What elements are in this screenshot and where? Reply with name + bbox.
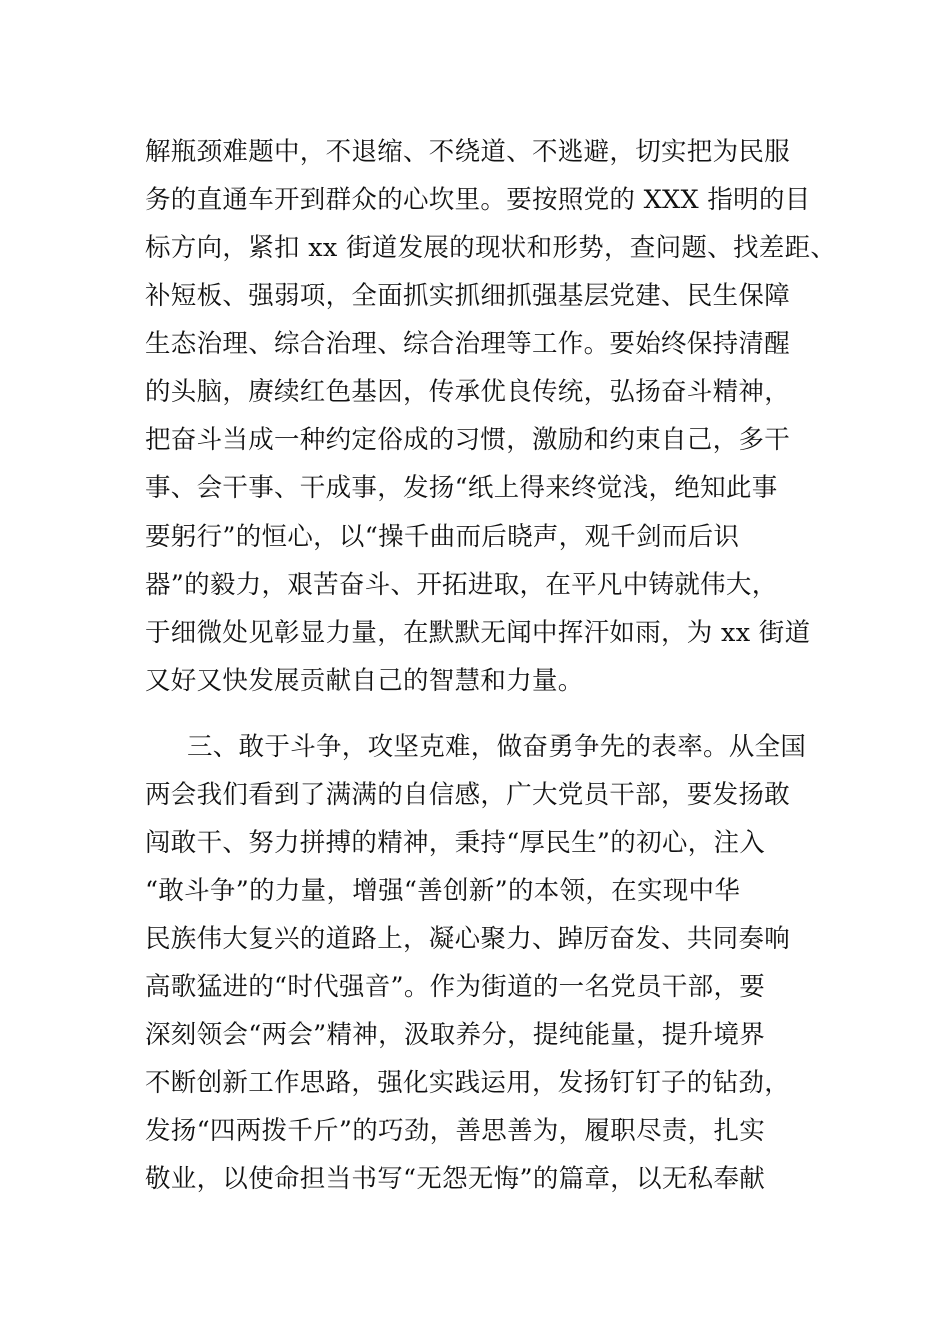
text-line: 把奋斗当成一种约定俗成的习惯，激励和约束自己，多干 <box>145 425 791 455</box>
text-line: 又好又快发展贡献自己的智慧和力量。 <box>145 666 584 696</box>
text-line: 务的直通车开到群众的心坎里。要按照党的 XXX 指明的目 <box>145 185 811 215</box>
text-line: 两会我们看到了满满的自信感，广大党员干部，要发扬敢 <box>145 780 791 810</box>
text-line: 标方向，紧扣 xx 街道发展的现状和形势，查问题、找差距、 <box>145 233 837 263</box>
text-line: 生态治理、综合治理、综合治理等工作。要始终保持清醒 <box>145 329 791 359</box>
text-line: 事、会干事、干成事，发扬“纸上得来终觉浅，绝知此事 <box>145 473 778 503</box>
text-line: 于细微处见彰显力量，在默默无闻中挥汗如雨，为 xx 街道 <box>145 618 811 648</box>
section-heading-line: 三、敢于斗争，攻坚克难，做奋勇争先的表率。从全国 <box>187 732 807 762</box>
text-line: 的头脑，赓续红色基因，传承优良传统，弘扬奋斗精神， <box>145 377 791 407</box>
text-line: 闯敢干、努力拼搏的精神，秉持“厚民生”的初心，注入 <box>145 828 766 858</box>
text-line: 敬业，以使命担当书写“无怨无悔”的篇章，以无私奉献 <box>145 1164 766 1194</box>
text-line: 解瓶颈难题中，不退缩、不绕道、不逃避，切实把为民服 <box>145 137 791 167</box>
text-line: 不断创新工作思路，强化实践运用，发扬钉钉子的钻劲， <box>145 1068 791 1098</box>
text-line: “敢斗争”的力量，增强“善创新”的本领，在实现中华 <box>145 876 741 906</box>
text-line: 民族伟大复兴的道路上，凝心聚力、踔厉奋发、共同奏响 <box>145 924 791 954</box>
text-line: 高歌猛进的“时代强音”。作为街道的一名党员干部，要 <box>145 972 766 1002</box>
text-line: 补短板、强弱项，全面抓实抓细抓强基层党建、民生保障 <box>145 281 791 311</box>
text-line: 发扬“四两拨千斤”的巧劲，善思善为，履职尽责，扎实 <box>145 1116 766 1146</box>
text-line: 要躬行”的恒心，以“操千曲而后晓声，观千剑而后识 <box>145 522 740 552</box>
text-line: 器”的毅力，艰苦奋斗、开拓进取，在平凡中铸就伟大， <box>145 570 778 600</box>
text-line: 深刻领会“两会”精神，汲取养分，提纯能量，提升境界 <box>145 1020 766 1050</box>
